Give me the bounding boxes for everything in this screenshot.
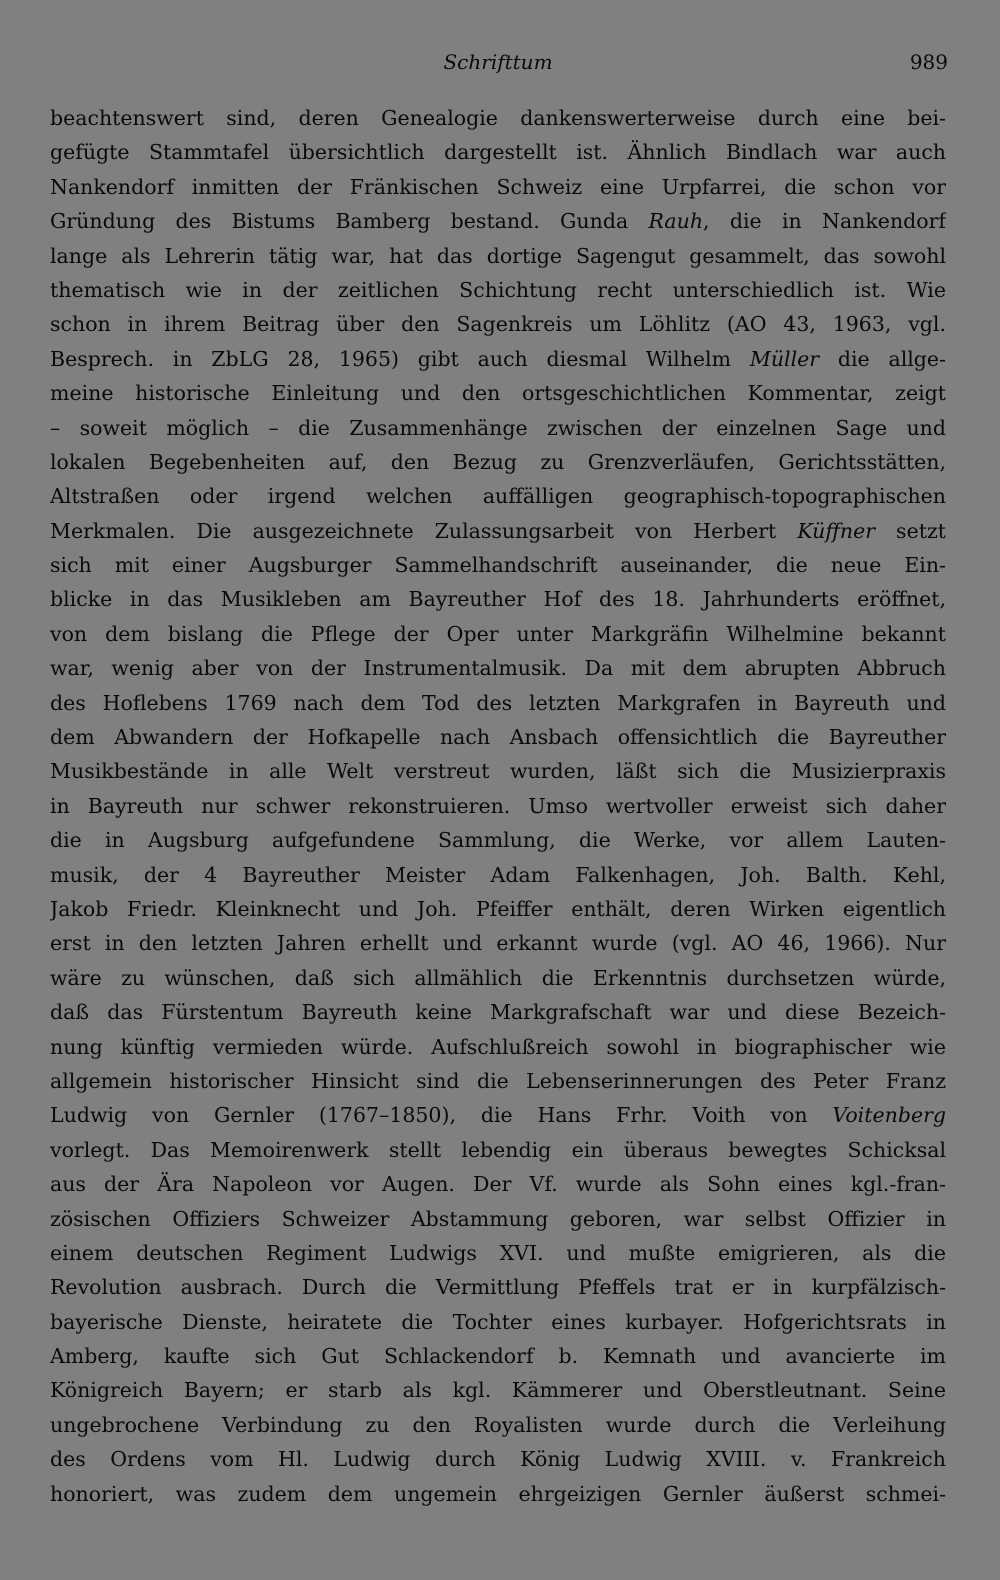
text-line: [50, 1202, 946, 1236]
text-segment: setzt: [875, 518, 946, 543]
text-line: [50, 651, 946, 685]
text-line: [50, 1167, 946, 1201]
text-segment: ungebrochene Verbindung zu den Royalisten wurde durch die Verleihung: [50, 1412, 946, 1437]
text-segment: blicke in das Musikleben am Bayreuther Hof des 18. Jahrhunderts eröffnet,: [50, 587, 946, 612]
text-line: [50, 995, 946, 1029]
text-line: [50, 376, 946, 410]
text-line: [50, 1064, 946, 1098]
text-segment: daß das Fürstentum Bayreuth keine Markgrafschaft war und diese Bezeich-: [50, 1000, 946, 1025]
text-segment: des Ordens vom Hl. Ludwig durch König Ludwig XVIII. v. Frankreich: [50, 1447, 946, 1472]
text-line: [50, 686, 946, 720]
text-segment: honoriert, was zudem dem ungemein ehrgeizigen Gernler äußerst schmei-: [50, 1481, 946, 1506]
text-segment: beachtenswert sind, deren Genealogie dankenswerterweise durch eine bei-: [50, 106, 946, 130]
text-line: [50, 1442, 946, 1476]
text-segment: die allge-: [819, 346, 946, 371]
text-line: [50, 479, 946, 513]
text-line: [50, 617, 946, 651]
text-line: [50, 1133, 946, 1167]
text-line: [50, 858, 946, 892]
text-line: [50, 101, 946, 135]
text-segment: lokalen Begebenheiten auf, den Bezug zu Grenzverläufen, Gerichtsstätten,: [50, 449, 946, 474]
text-line: [50, 239, 946, 273]
text-segment: Amberg, kaufte sich Gut Schlackendorf b. Kemnath und avancierte im: [50, 1344, 946, 1369]
text-segment: thematisch wie in der zeitlichen Schichtung recht unterschiedlich ist. Wie: [50, 277, 946, 302]
text-line: [50, 754, 946, 788]
text-line: [50, 823, 946, 857]
text-line: [50, 926, 946, 960]
text-segment: zösischen Offiziers Schweizer Abstammung geboren, war selbst Offizier in: [50, 1206, 946, 1231]
text-line: [50, 892, 946, 926]
text-line: [50, 1270, 946, 1304]
text-segment: Königreich Bayern; er starb als kgl. Kämmerer und Oberstleutnant. Seine: [50, 1378, 946, 1403]
text-segment: von dem bislang die Pflege der Oper unter Markgräfin Wilhelmine bekannt: [50, 621, 946, 646]
text-segment: sich mit einer Augsburger Sammelhandschrift auseinander, die neue Ein-: [50, 553, 946, 578]
text-segment: in Bayreuth nur schwer rekonstruieren. Umso wertvoller erweist sich daher: [50, 793, 946, 818]
text-segment: – soweit möglich – die Zusammenhänge zwischen der einzelnen Sage und: [50, 415, 946, 440]
text-line: [50, 307, 946, 341]
italic-name: Voitenberg: [832, 1103, 946, 1128]
text-segment: meine historische Einleitung und den ortsgeschichtlichen Kommentar, zeigt: [50, 381, 946, 406]
text-segment: Jakob Friedr. Kleinknecht und Joh. Pfeiffer enthält, deren Wirken eigentlich: [50, 896, 946, 921]
text-segment: Besprech. in ZbLG 28, 1965) gibt auch diesmal Wilhelm: [50, 346, 750, 371]
text-line: [50, 1373, 946, 1407]
text-segment: vorlegt. Das Memoirenwerk stellt lebendig ein überaus bewegtes Schicksal: [50, 1137, 946, 1162]
text-segment: , die in Nankendorf: [703, 209, 946, 234]
text-segment: aus der Ära Napoleon vor Augen. Der Vf. wurde als Sohn eines kgl.-fran-: [50, 1172, 946, 1197]
text-segment: Merkmalen. Die ausgezeichnete Zulassungsarbeit von Herbert: [50, 518, 798, 543]
text-segment: gefügte Stammtafel übersichtlich dargestellt ist. Ähnlich Bindlach war auch: [50, 140, 946, 165]
italic-name: Rauh: [648, 209, 704, 234]
text-line: [50, 342, 946, 376]
text-segment: allgemein historischer Hinsicht sind die Lebenserinnerungen des Peter Franz: [50, 1068, 946, 1093]
text-segment: die in Augsburg aufgefundene Sammlung, die Werke, vor allem Lauten-: [50, 828, 946, 853]
page-header: [48, 44, 948, 80]
text-line: [50, 1339, 946, 1373]
text-line: [50, 1030, 946, 1064]
text-line: [50, 582, 946, 616]
italic-name: Müller: [749, 346, 820, 371]
text-segment: Nankendorf inmitten der Fränkischen Schweiz eine Urpfarrei, die schon vor: [50, 174, 946, 199]
text-segment: lange als Lehrerin tätig war, hat das dortige Sagengut gesammelt, das sowohl: [50, 243, 946, 268]
page-number: 989: [909, 50, 948, 74]
text-line: [50, 1477, 946, 1511]
text-line: [50, 514, 946, 548]
text-segment: musik, der 4 Bayreuther Meister Adam Falkenhagen, Joh. Balth. Kehl,: [50, 862, 946, 887]
body-text: [50, 101, 946, 1511]
text-segment: dem Abwandern der Hofkapelle nach Ansbach offensichtlich die Bayreuther: [50, 725, 946, 750]
italic-name: Küffner: [797, 518, 876, 543]
text-line: [50, 1408, 946, 1442]
running-title: Schrifttum: [443, 50, 553, 74]
text-segment: Musikbestände in alle Welt verstreut wurden, läßt sich die Musizierpraxis: [50, 759, 946, 784]
text-line: [50, 548, 946, 582]
text-segment: des Hoflebens 1769 nach dem Tod des letzten Markgrafen in Bayreuth und: [50, 690, 946, 715]
text-line: [50, 1305, 946, 1339]
text-segment: schon in ihrem Beitrag über den Sagenkreis um Löhlitz (AO 43, 1963, vgl.: [50, 312, 946, 337]
text-line: [50, 961, 946, 995]
text-segment: erst in den letzten Jahren erhellt und erkannt wurde (vgl. AO 46, 1966). Nur: [50, 931, 946, 956]
text-line: [50, 273, 946, 307]
text-line: [50, 170, 946, 204]
text-segment: nung künftig vermieden würde. Aufschlußreich sowohl in biographischer wie: [50, 1034, 946, 1059]
text-line: [50, 204, 946, 238]
text-segment: Gründung des Bistums Bamberg bestand. Gunda: [50, 209, 649, 234]
text-segment: war, wenig aber von der Instrumentalmusik. Da mit dem abrupten Abbruch: [50, 656, 946, 681]
text-segment: Revolution ausbrach. Durch die Vermittlung Pfeffels trat er in kurpfälzisch-: [50, 1275, 946, 1300]
text-segment: bayerische Dienste, heiratete die Tochter eines kurbayer. Hofgerichtsrats in: [50, 1309, 946, 1334]
text-line: [50, 411, 946, 445]
text-segment: Altstraßen oder irgend welchen auffälligen geographisch-topographischen: [50, 484, 946, 509]
text-line: [50, 1236, 946, 1270]
text-line: [50, 445, 946, 479]
text-segment: wäre zu wünschen, daß sich allmählich die Erkenntnis durchsetzen würde,: [50, 965, 946, 990]
text-segment: Ludwig von Gernler (1767–1850), die Hans Frhr. Voith von: [50, 1103, 833, 1128]
text-segment: einem deutschen Regiment Ludwigs XVI. und mußte emigrieren, als die: [50, 1240, 946, 1265]
text-line: [50, 135, 946, 169]
text-line: [50, 1098, 946, 1132]
text-line: [50, 789, 946, 823]
text-line: [50, 720, 946, 754]
